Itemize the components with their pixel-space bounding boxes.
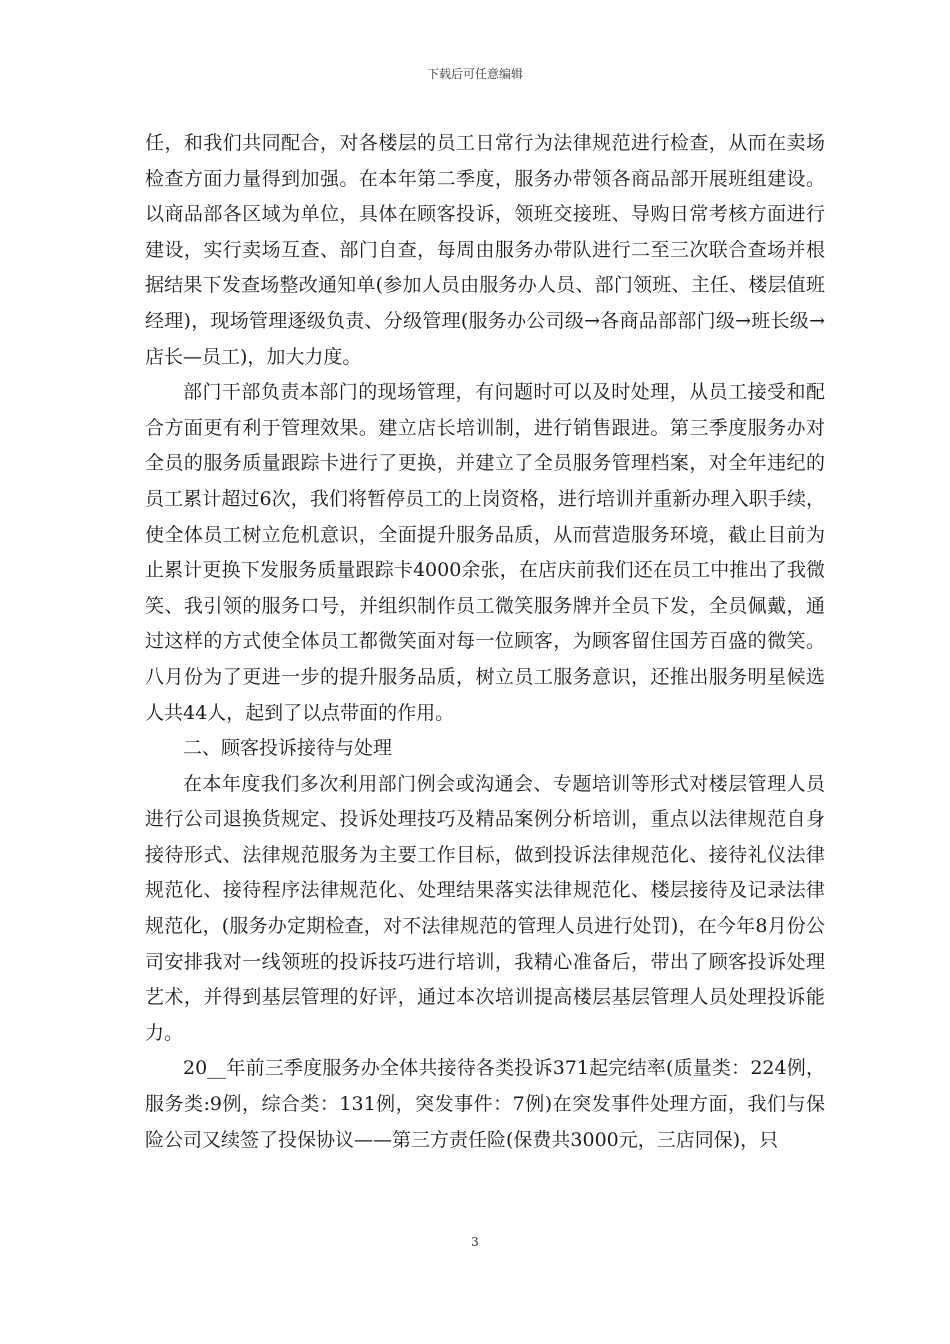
paragraph-2: 部门干部负责本部门的现场管理，有问题时可以及时处理，从员工接受和配合方面更有利于管理效果。建立店长培训制，进行销售跟进。第三季度服务办对全员的服务质量跟踪卡进行了更换，并建立了全员服务管理档案，对全年违纪的员工累计超过6次，我们将暂停员工的上岗资格，进行培训并重新办理入职手续，使全体员工树立危机意识，全面提升服务品质，从而营造服务环境，截止目前为止累计更换下发服务质量跟踪卡4000余张，在店庆前我们还在员工中推出了我微笑、我引领的服务口号，并组织制作员工微笑服务牌并全员下发，全员佩戴，通过这样的方式使全体员工都微笑面对每一位顾客，为顾客留住国芳百盛的微笑。八月份为了更进一步的提升服务品质，树立员工服务意识，还推出服务明星候选人共44人，起到了以点带面的作用。	[145, 381, 825, 724]
paragraph-1: 任，和我们共同配合，对各楼层的员工日常行为法律规范进行检查，从而在卖场检查方面力量得到加强。在本年第二季度，服务办带领各商品部开展班组建设。以商品部各区域为单位，具体在顾客投诉，领班交接班、导购日常考核方面进行建设，实行卖场互查、部门自查，每周由服务办带队进行二至三次联合查场并根据结果下发查场整改通知单(参加人员由服务办人员、部门领班、主任、楼层值班经理)，现场管理逐级负责、分级管理(服务办公司级→各商品部部门级→班长级→店长—员工)，加大力度。	[145, 132, 825, 368]
document-body	[145, 126, 825, 1158]
section-heading: 二、顾客投诉接待与处理	[183, 737, 393, 760]
paragraph-3: 在本年度我们多次利用部门例会或沟通会、专题培训等形式对楼层管理人员进行公司退换货规定、投诉处理技巧及精品案例分析培训，重点以法律规范自身接待形式、法律规范服务为主要工作目标，做到投诉法律规范化、接待礼仪法律规范化、接待程序法律规范化、处理结果落实法律规范化、楼层接待及记录法律规范化，(服务办定期检查，对不法律规范的管理人员进行处罚)，在今年8月份公司安排我对一线领班的投诉技巧进行培训，我精心准备后，带出了顾客投诉处理艺术，并得到基层管理的好评，通过本次培训提高楼层基层管理人员处理投诉能力。	[145, 772, 825, 1044]
paragraph-4: 20__年前三季度服务办全体共接待各类投诉371起完结率(质量类：224例，服务类:9例，综合类：131例，突发事件：7例)在突发事件处理方面，我们与保险公司又续签了投保协议——第三方责任险(保费共3000元，三店同保)，只	[145, 1057, 825, 1151]
page-header: 下载后可任意编辑	[426, 67, 523, 81]
page-number: 3	[471, 1235, 479, 1249]
